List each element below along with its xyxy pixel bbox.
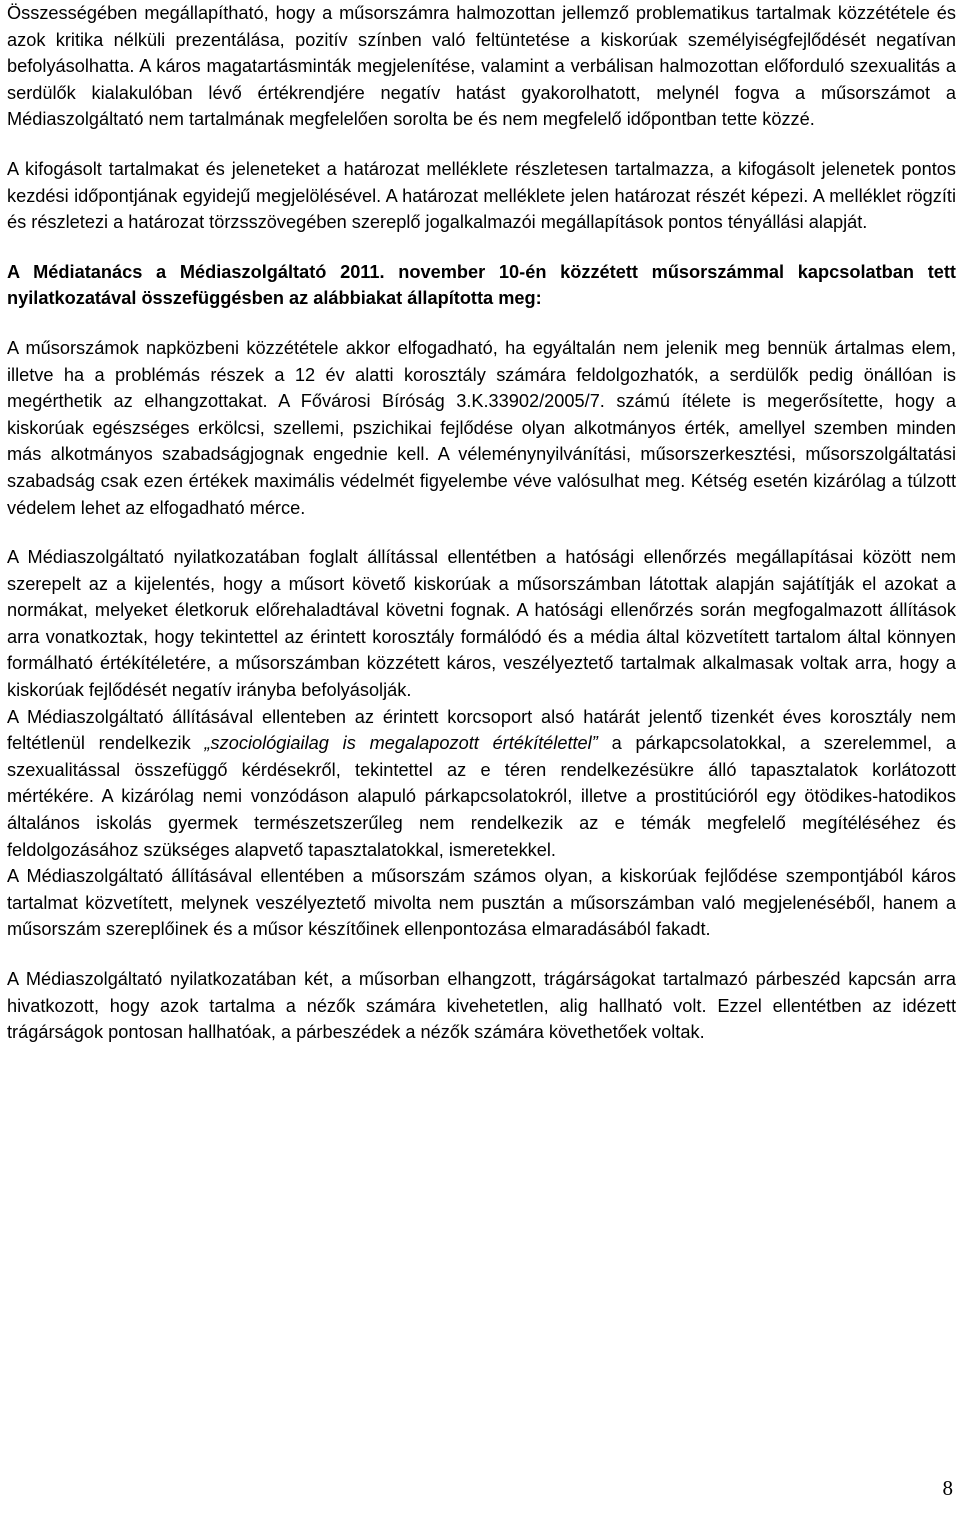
paragraph-gap bbox=[7, 521, 956, 544]
paragraph-statement-contrary: A Médiaszolgáltató nyilatkozatában foglalt állítással ellentétben a hatósági ellenőrzés megállapításai között nem szerepelt az a kijelentés, hogy a műsort követő kiskorúak a műsorszámban látottak alapján sajátítják el azokat a normákat, melyeket életkoruk előrehaladtával követni fognak. A hatósági ellenőrzés során megfogalmazott állítások arra vonatkoztak, hogy tekintettel az érintett korosztály formálódó és a média által közvetített tartalom által könnyen formálható értékítéletére, a műsorszámban közzétett káros, veszélyeztető tartalmak alkalmasak voltak arra, hogy a kiskorúak fejlődését negatív irányba befolyásolják. bbox=[7, 547, 956, 701]
paragraph-gap bbox=[7, 943, 956, 966]
paragraph-harmful-content: A Médiaszolgáltató állításával ellentében a műsorszám számos olyan, a kiskorúak fejlődése szempontjából káros tartalmat közvetített, melynek veszélyeztető mivolta nem pusztán a műsorszámban való megjelenéséből, hanem a műsorszám szereplőinek és a műsor készítőinek ellenpontozása elmaradásából fakadt. bbox=[7, 866, 956, 940]
quoted-phrase: „szociológiailag is megalapozott értékítélettel” bbox=[204, 733, 598, 754]
paragraph-gap bbox=[7, 236, 956, 259]
paragraph-summary: Összességében megállapítható, hogy a műsorszámra halmozottan jellemző problematikus tartalmak közzététele és azok kritika nélküli prezentálása, pozitív színben való feltüntetése a kiskorúak személyiségfejlődését negatívan befolyásolhatta. A káros magatartásminták megjelenítése, valamint a verbálisan halmozottan előforduló szexualitás a serdülők kialakulóban lévő értékrendjére negatív hatást gyakorolhatott, melynél fogva a műsorszámot a Médiaszolgáltató nem tartalmának megfelelően sorolta be és nem megfelelő időpontban tette közzé. bbox=[7, 3, 956, 130]
paragraph-annex: A kifogásolt tartalmakat és jeleneteket a határozat melléklete részletesen tartalmazza, a kifogásolt jelenetek pontos kezdési időpontjának egyidejű megjelölésével. A határozat melléklete jelen határozat részét képezi. A melléklet rögzíti és részletezi a határozat törzsszövegében szereplő jogalkalmazói megállapítások pontos tényállási alapját. bbox=[7, 158, 956, 233]
paragraph-daytime-broadcast: A műsorszámok napközbeni közzététele akkor elfogadható, ha egyáltalán nem jelenik meg bennük ártalmas elem, illetve ha a problémás részek a 12 év alatti korosztály számára feldolgozhatók, a serdülők pedig önállóan is megérthetik az elhangzottakat. A Fővárosi Bíróság 3.K.33902/2005/7. számú ítélete is megerősítette, hogy a kiskorúak egészséges erkölcsi, szellemi, pszichikai fejlődése olyan alkotmányos érték, amellyel szemben minden más alkotmányos szabadságjognak engednie kell. A véleménynyilvánítási, műsorszerkesztési, műsorszolgáltatási szabadság csak ezen értékek maximális védelmét figyelembe véve valósulhat meg. Kétség esetén kizárólag a túlzott védelem lehet az elfogadható mérce. bbox=[7, 337, 956, 518]
section-heading: A Médiatanács a Médiaszolgáltató 2011. november 10-én közzétett műsorszámmal kapcsolatban tett nyilatkozatával összefüggésben az alábbiakat állapította meg: bbox=[7, 261, 956, 309]
paragraph-profanity: A Médiaszolgáltató nyilatkozatában két, a műsorban elhangzott, trágárságokat tartalmazó párbeszéd kapcsán arra hivatkozott, hogy azok tartalma a nézők számára kivehetetlen, alig hallható volt. Ezzel ellentétben az idézett trágárságok pontosan hallhatóak, a párbeszédek a nézők számára követhetőek voltak. bbox=[7, 969, 956, 1043]
document-page bbox=[7, 0, 956, 1046]
paragraph-gap bbox=[7, 133, 956, 156]
page-number: 8 bbox=[942, 1476, 953, 1500]
paragraph-age-group-before: A Médiaszolgáltató állításával ellenteben az érintett korcsoport alsó határát jelentő tizenkét éves korosztály nem feltétlenül rendelkezik bbox=[7, 706, 956, 754]
paragraph-age-group-after: a párkapcsolatokkal, a szerelemmel, a szexualitással összefüggő kérdésekről, tekintettel az e téren rendelkezésükre álló tapasztalatok korlátozott mértékére. A kizárólag nemi vonzódáson alapuló párkapcsolatokról, illetve a prostitúcióról egy ötödikes-hatodikos általános iskolás gyermek természetszerűleg nem rendelkezik az e témák megfelelő megítéléséhez és feldolgozásához szükséges alapvető tapasztalatokkal, ismeretekkel. bbox=[7, 733, 956, 860]
paragraph-gap bbox=[7, 312, 956, 335]
paragraph-age-group bbox=[7, 704, 956, 864]
